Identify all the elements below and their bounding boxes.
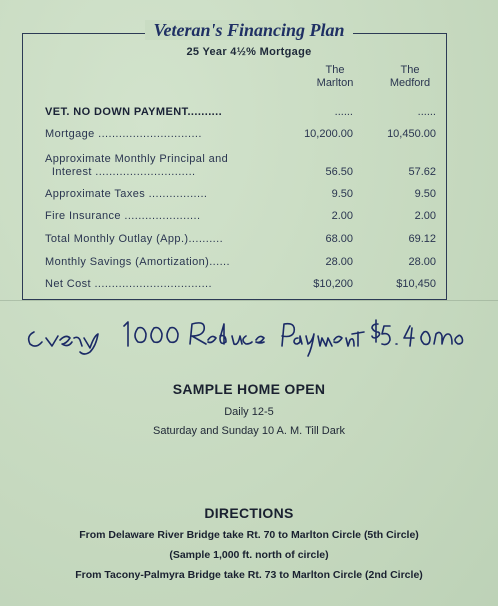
handwritten-note bbox=[20, 314, 490, 362]
row-value-marlton: $10,200 bbox=[313, 278, 353, 290]
row-label: VET. NO DOWN PAYMENT.......... bbox=[45, 106, 223, 118]
directions-heading: DIRECTIONS bbox=[204, 505, 294, 521]
row-label: Total Monthly Outlay (App.).......... bbox=[45, 233, 224, 245]
row-label: Fire Insurance ...................... bbox=[45, 210, 201, 222]
column-header-marlton bbox=[300, 64, 370, 90]
row-label: Approximate Taxes ................. bbox=[45, 188, 208, 200]
directions-line: (Sample 1,000 ft. north of circle) bbox=[169, 549, 329, 561]
row-value-medford: 2.00 bbox=[414, 210, 436, 222]
open-house-heading: SAMPLE HOME OPEN bbox=[172, 381, 326, 397]
row-value-marlton: 68.00 bbox=[325, 233, 353, 245]
row-value-medford: 28.00 bbox=[408, 256, 436, 268]
row-label: Interest ............................. bbox=[45, 166, 196, 178]
row-value-marlton: ...... bbox=[334, 106, 353, 118]
column-header-medford-text: The Medford bbox=[389, 64, 431, 89]
row-label: Monthly Savings (Amortization)...... bbox=[45, 256, 230, 268]
row-label: Net Cost .................................. bbox=[45, 278, 212, 290]
row-value-medford: $10,450 bbox=[396, 278, 436, 290]
directions-line: From Delaware River Bridge take Rt. 70 to Marlton Circle (5th Circle) bbox=[79, 529, 419, 541]
column-header-medford bbox=[375, 64, 445, 90]
row-label: Mortgage .............................. bbox=[45, 128, 202, 140]
row-value-marlton: 2.00 bbox=[331, 210, 353, 222]
row-value-medford: 69.12 bbox=[408, 233, 436, 245]
row-value-medford: 10,450.00 bbox=[387, 128, 436, 140]
row-value-marlton: 28.00 bbox=[325, 256, 353, 268]
directions-line: From Tacony-Palmyra Bridge take Rt. 73 to Marlton Circle (2nd Circle) bbox=[75, 569, 423, 581]
paper-fold-line bbox=[0, 300, 498, 301]
open-house-weekend: Saturday and Sunday 10 A. M. Till Dark bbox=[153, 425, 345, 437]
row-value-medford: 9.50 bbox=[414, 188, 436, 200]
row-value-medford: 57.62 bbox=[408, 166, 436, 178]
plan-title-wrap bbox=[0, 20, 498, 41]
row-value-marlton: 9.50 bbox=[331, 188, 353, 200]
row-value-marlton: 56.50 bbox=[325, 166, 353, 178]
open-house-hours: Daily 12-5 bbox=[224, 406, 274, 418]
column-header-marlton-text: The Marlton bbox=[316, 64, 354, 89]
plan-subtitle: 25 Year 4½% Mortgage bbox=[186, 46, 312, 58]
row-value-marlton: 10,200.00 bbox=[304, 128, 353, 140]
plan-title: Veteran's Financing Plan bbox=[145, 20, 352, 40]
row-label: Approximate Monthly Principal and bbox=[45, 153, 229, 165]
row-value-medford: ...... bbox=[417, 106, 436, 118]
